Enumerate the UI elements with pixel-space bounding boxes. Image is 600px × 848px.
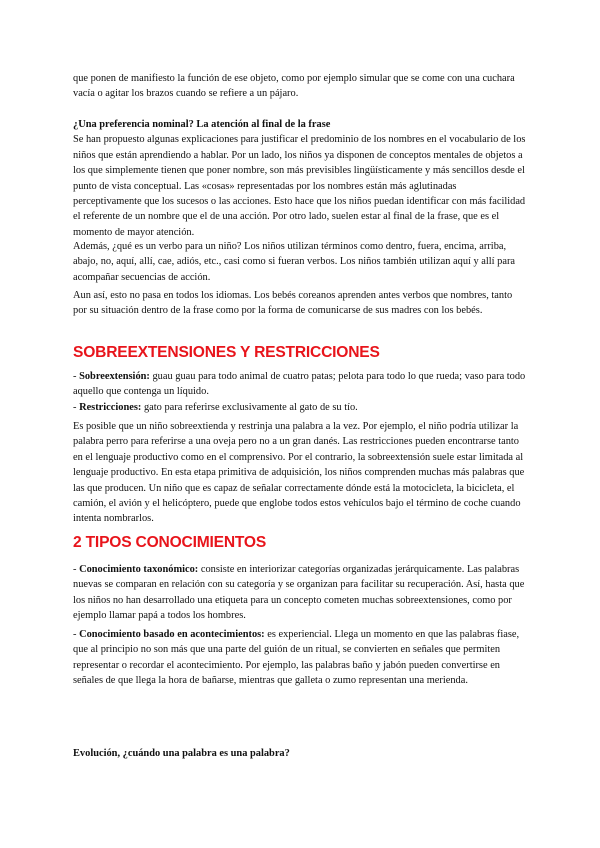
intro-paragraph [73, 71, 527, 102]
section-evolution [73, 746, 527, 761]
paragraph: Es posible que un niño sobreextienda y restrinja una palabra a la vez. Por ejemplo, el niño podría utilizar la palabra perro para referirse a una oveja pero no a un gran danés. Las restricciones pueden encontrarse tanto en el lenguaje productivo como en el comprensivo. Por el contrario, la sobreextensión suele estar limitada al lenguaje productivo. En esta etapa primitiva de adquisición, los niños comprenden muchas más palabras que las que producen. Un niño que es capaz de señalar correctamente dónde está la motocicleta, la bicicleta, el camión, el avión y el helicóptero, puede que englobe todos estos vehículos bajo el término de coche cuando intenta nombrarlos. [73, 421, 525, 525]
paragraph: Aun así, esto no pasa en todos los idiomas. Los bebés coreanos aprenden antes verbos que nombres, tanto por su situación dentro de la frase como por la forma de comunicarse de sus madres con los bebés. [73, 290, 513, 317]
term-definition: consiste en interiorizar categorías organizadas jerárquicamente. Las palabras nuevas se comparan en relación con su categoría y se organizan para facilitar su recuperación. Así, hasta que los niños no han desarrollado una etiqueta para un concepto cometen muchas sobreextensiones, como por ejemplo llamar papá a todos los hombres. [73, 564, 525, 622]
paragraph-overextension [73, 419, 527, 527]
knowledge-item-events [73, 627, 527, 689]
list-item [73, 369, 527, 400]
term-definition: gato para referirse exclusivamente al gato de su tío. [141, 401, 358, 413]
paragraph-verbs [73, 239, 527, 285]
subheading: Evolución, ¿cuándo una palabra es una palabra? [73, 748, 290, 759]
term-label: Conocimiento basado en acontecimientos: [79, 629, 265, 640]
term-definition: es experiencial. Llega un momento en que las palabras fiase, que al principio no son más que una parte del guión de un ritual, se convierten en señales que permiten representar o recordar el acontecimiento. Por ejemplo, las palabras baño y jabón pueden convertirse en señales de que llega la hora de bañarse, mientras que galleta o zumo representan una merienda. [73, 629, 520, 687]
list-item [73, 400, 527, 415]
section-heading-knowledge [73, 535, 527, 550]
paragraph: que ponen de manifiesto la función de ese objeto, como por ejemplo simular que se come con una cuchara vacía o agitar los brazos cuando se refiere a un pájaro. [73, 73, 515, 100]
list-item [73, 627, 527, 689]
subheading: ¿Una preferencia nominal? La atención al final de la frase [73, 119, 331, 130]
bullet-prefix: - [73, 371, 80, 382]
bullet-prefix: - [73, 564, 80, 575]
overextension-list [73, 369, 527, 415]
section-heading: SOBREEXTENSIONES Y RESTRICCIONES [73, 344, 380, 361]
section-nominal-preference [73, 117, 527, 240]
term-definition: guau guau para todo animal de cuatro patas; pelota para todo lo que rueda; vaso para todo aquello que contenga un líquido. [73, 371, 526, 398]
bullet-prefix: - [73, 401, 80, 413]
section-heading: 2 TIPOS CONOCIMIENTOS [73, 534, 267, 551]
paragraph-korean [73, 288, 527, 319]
list-item [73, 562, 527, 624]
paragraph: Se han propuesto algunas explicaciones para justificar el predominio de los nombres en el vocabulario de los niños que están aprendiendo a hablar. Por un lado, los niños ya disponen de conceptos mentales de objetos a los que simplemente tienen que poner nombre, son más previsibles lingüísticamente y más sencillos desde el punto de vista conceptual. Las «cosas» representadas por los nombres están más aglutinadas perceptivamente que los sucesos o las acciones. Esto hace que los niños puedan identificar con más facilidad el referente de un nombre que el de una acción. Por otro lado, suelen estar al final de la frase, que es el momento de mayor atención. [73, 134, 526, 238]
term-label: Sobreextensión: [79, 371, 150, 382]
term-label: Restricciones: [79, 401, 142, 413]
paragraph: Además, ¿qué es un verbo para un niño? Los niños utilizan términos como dentro, fuera, encima, arriba, abajo, no, aquí, allí, cae, adiós, etc., casi como si fueran verbos. Los niños también utilizan aquí y allí para acompañar secuencias de acción. [73, 241, 516, 283]
term-label: Conocimiento taxonómico: [79, 564, 199, 575]
section-heading-overextensions [73, 345, 527, 360]
bullet-prefix: - [73, 629, 80, 640]
knowledge-item-taxonomic [73, 562, 527, 624]
